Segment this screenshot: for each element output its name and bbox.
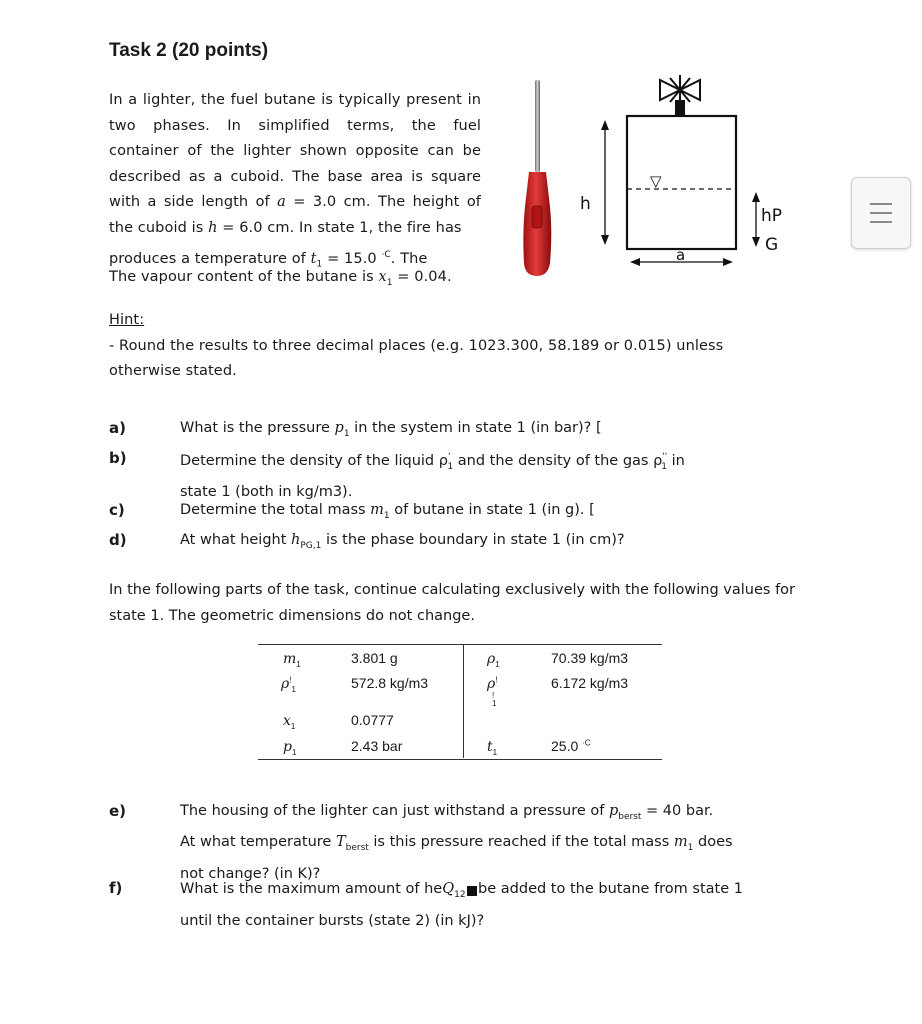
- menu-bar-icon: [870, 203, 892, 205]
- cuboid-outline: [627, 116, 736, 249]
- intro-line: The vapour content of the butane is $x_1 = 0.04$.: [109, 268, 452, 288]
- table-symbol: $\rho_1$: [487, 651, 500, 669]
- menu-bar-icon: [870, 221, 892, 223]
- question-label-c: c): [109, 501, 125, 519]
- intro-line: the cuboid is h = 6.0 cm. In state 1, the fire has: [109, 219, 462, 236]
- question-label-b: b): [109, 449, 127, 467]
- question-label-a: a): [109, 419, 126, 437]
- intro-line: two phases. In simplified terms, the fuel: [109, 117, 481, 134]
- table-symbol: $m_1$: [283, 651, 301, 669]
- hint-block: [109, 308, 769, 385]
- hint-heading: Hint:: [109, 312, 145, 328]
- question-e-text: The housing of the lighter can just withstand a pressure of $p_{berst} = 40$ bar. At what temperature $T_{berst}$ is this pressure reached if the total mass $m_1$ does not change? (in K)?: [180, 803, 733, 882]
- table-divider: [463, 644, 464, 758]
- intro-line: In a lighter, the fuel butane is typically present in: [109, 92, 481, 108]
- table-value: 0.0777: [351, 712, 394, 728]
- continuation-paragraph: In the following parts of the task, continue calculating exclusively with the following values for state 1. The geometric dimensions do not change.: [109, 582, 796, 624]
- label-g: G: [765, 235, 779, 255]
- level-triangle-icon: ▽: [650, 172, 662, 190]
- table-value: 572.8 kg/m3: [351, 675, 429, 691]
- label-a: a: [676, 246, 686, 264]
- intro-line: described as a cuboid. The base area is square: [109, 168, 481, 185]
- container-diagram: [560, 70, 810, 270]
- label-h: h: [580, 194, 591, 214]
- lighter-nozzle: [535, 80, 540, 172]
- menu-bar-icon: [870, 212, 892, 214]
- table-symbol: $t_1$: [487, 739, 498, 757]
- question-label-d: d): [109, 531, 127, 549]
- table-symbol: $\rho^!_1$: [281, 675, 296, 694]
- hint-line: - Round the results to three decimal places (e.g. 1023.300, 58.189 or 0.015) unless: [109, 337, 724, 354]
- table-symbol: $x_1$: [283, 713, 296, 731]
- valve-icon: [660, 75, 700, 116]
- question-label-f: f): [109, 879, 123, 897]
- table-symbol: ρ! ! 1: [487, 675, 498, 708]
- lighter-image: [515, 78, 560, 280]
- question-d-text: At what height $h_{PG,1}$ is the phase boundary in state 1 (in cm)?: [180, 532, 625, 551]
- table-symbol: $p_1$: [283, 739, 297, 757]
- question-f-text: What is the maximum amount of heQ$_{12}$cabe added to the butane from state 1 until the container bursts (state 2) (in kJ)?: [180, 881, 743, 929]
- intro-line: with a side length of a = 3.0 cm. The height of: [109, 194, 481, 210]
- lighter-trigger: [532, 206, 542, 228]
- intro-line: container of the lighter shown opposite can be: [109, 143, 481, 159]
- question-b-text: Determine the density of the liquid $\rho'_1$ and the density of the gas $\rho''_1$ in state 1 (both in kg/m3).: [180, 452, 685, 500]
- question-c-text: Determine the total mass $m_1$ of butane in state 1 (in g). [: [180, 502, 595, 521]
- table-value: 25.0 $^{\cdot C}$: [551, 738, 591, 754]
- question-a-text: What is the pressure $p_1$ in the system in state 1 (in bar)? [: [180, 420, 602, 439]
- hint-line: otherwise stated.: [109, 363, 237, 379]
- task-title: Task 2 (20 points): [109, 40, 269, 61]
- table-value: 2.43 bar: [351, 738, 403, 754]
- side-menu-button[interactable]: [851, 177, 911, 249]
- table-value: 3.801 g: [351, 650, 398, 666]
- intro-line: produces a temperature of $t_1 = 15.0$ $^{\cdot C}$. The: [109, 250, 428, 270]
- table-value: 6.172 kg/m3: [551, 675, 629, 691]
- intro-paragraph: [109, 88, 481, 290]
- question-label-e: e): [109, 802, 127, 820]
- label-hp: hP: [761, 206, 783, 226]
- table-value: 70.39 kg/m3: [551, 650, 629, 666]
